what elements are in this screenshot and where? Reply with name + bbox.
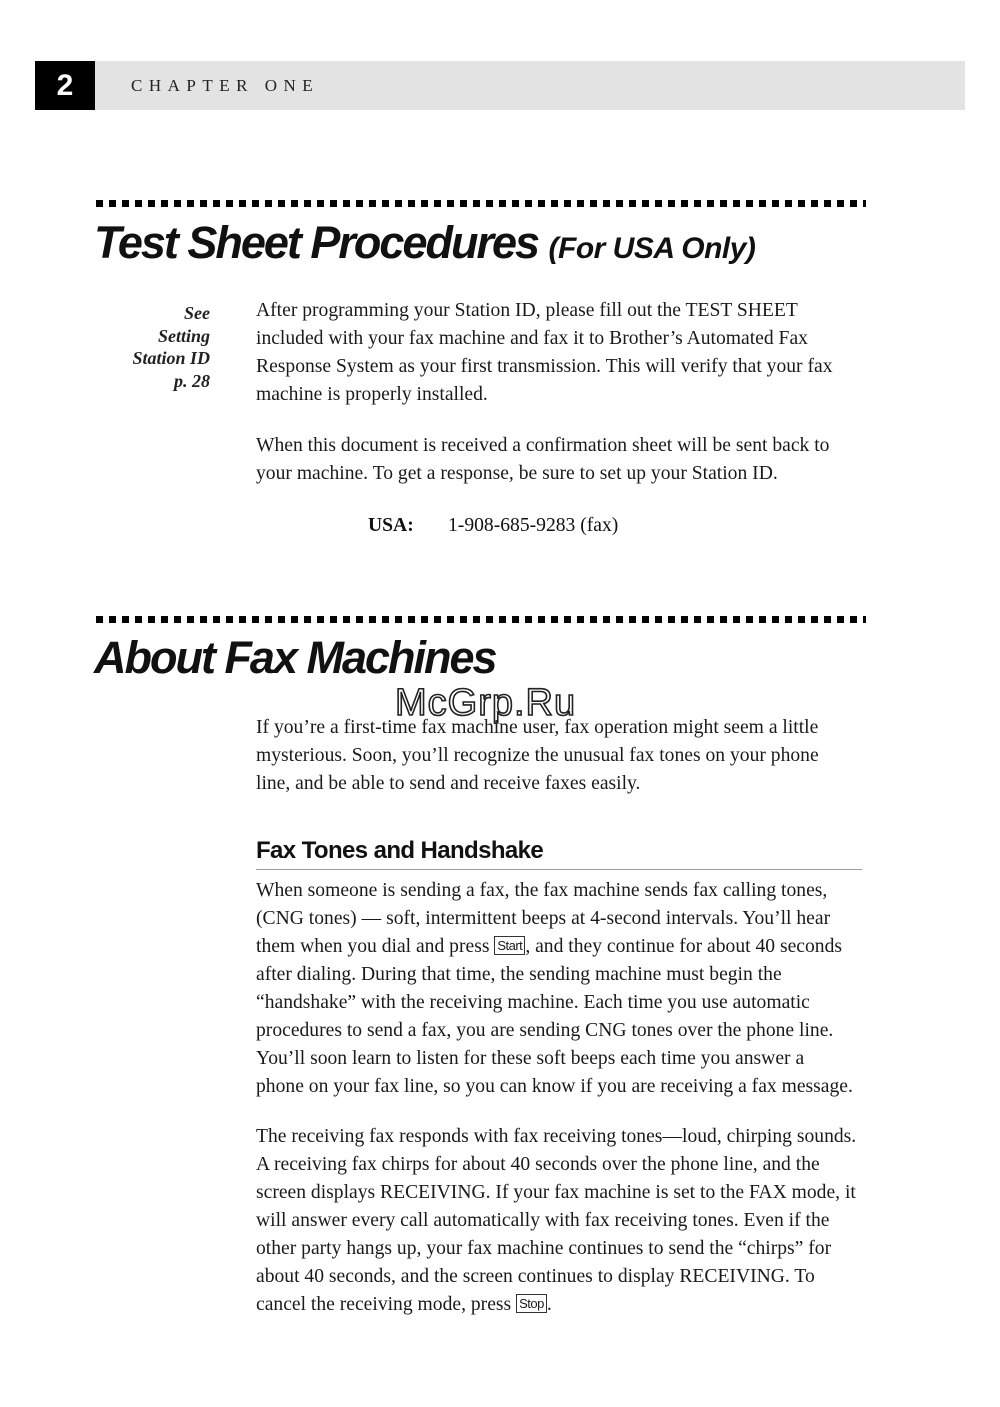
text-line: phone on your fax line, so you can know if you are receiving a fax message. — [256, 1076, 853, 1097]
text-line — [256, 933, 866, 961]
text-line: other party hangs up, your fax machine continues to send the “chirps” for — [256, 1238, 832, 1259]
text-line: “handshake” with the receiving machine. Each time you use automatic — [256, 992, 810, 1013]
text-line: machine is properly installed. — [256, 384, 488, 405]
section-title-test-sheet — [94, 218, 755, 274]
confirmation-paragraph — [256, 432, 866, 488]
text-line: included with your fax machine and fax it to Brother’s Automated Fax — [256, 328, 808, 349]
receiving-paragraph — [256, 1123, 866, 1319]
text-line: You’ll soon learn to listen for these soft beeps each time you answer a — [256, 1048, 805, 1069]
text-segment: cancel the receiving mode, press — [256, 1294, 517, 1315]
text-line: Response System as your first transmission. This will verify that your fax — [256, 356, 833, 377]
test-sheet-paragraph — [256, 297, 866, 409]
stop-key-icon: Stop — [516, 1294, 547, 1313]
text-segment: , and they continue for about 40 seconds — [525, 936, 842, 957]
text-line: mysterious. Soon, you’ll recognize the unusual fax tones on your phone — [256, 745, 819, 766]
text-segment: them when you dial and press — [256, 936, 495, 957]
text-line: If you’re a first-time fax machine user, fax operation might seem a little — [256, 717, 819, 738]
margin-note-line: Station ID — [132, 348, 210, 368]
text-line: after dialing. During that time, the sending machine must begin the — [256, 964, 782, 985]
text-line: (CNG tones) — soft, intermittent beeps at 4-second intervals. You’ll hear — [256, 908, 831, 929]
contact-fax-number: 1-908-685-9283 (fax) — [448, 515, 619, 536]
section-divider-dotted — [96, 200, 866, 207]
watermark: McGrp.Ru — [395, 682, 577, 724]
text-line: A receiving fax chirps for about 40 seconds over the phone line, and the — [256, 1154, 820, 1175]
text-segment: . — [546, 1294, 552, 1315]
fax-tones-paragraph — [256, 877, 866, 1101]
fax-contact-line — [368, 512, 618, 540]
text-line: will answer every call automatically with fax receiving tones. Even if the — [256, 1210, 830, 1231]
text-line: line, and be able to send and receive faxes easily. — [256, 773, 641, 794]
start-key-icon: Start — [494, 936, 525, 955]
chapter-label: CHAPTER ONE — [131, 76, 320, 95]
margin-note-line: Setting — [157, 325, 210, 346]
page-number: 2 — [35, 61, 95, 110]
subheading-fax-tones: Fax Tones and Handshake — [256, 836, 862, 870]
text-line: The receiving fax responds with fax receiving tones—loud, chirping sounds. — [256, 1126, 857, 1147]
margin-note-line: See — [184, 303, 210, 323]
text-line: When someone is sending a fax, the fax machine sends fax calling tones, — [256, 880, 828, 901]
section-divider-dotted — [96, 616, 866, 623]
text-line: When this document is received a confirmation sheet will be sent back to — [256, 435, 830, 456]
contact-label: USA: — [368, 515, 414, 536]
section-title-text: Test Sheet Procedures — [94, 217, 539, 268]
text-line: screen displays RECEIVING. If your fax machine is set to the FAX mode, it — [256, 1182, 856, 1203]
intro-paragraph — [256, 714, 866, 798]
text-line: your machine. To get a response, be sure to set up your Station ID. — [256, 463, 778, 484]
section-subtitle: (For USA Only) — [548, 232, 756, 265]
margin-note — [110, 302, 210, 392]
text-line: After programming your Station ID, please fill out the TEST SHEET — [256, 300, 798, 321]
text-line: about 40 seconds, and the screen continues to display RECEIVING. To — [256, 1266, 815, 1287]
margin-note-line: p. 28 — [174, 370, 210, 391]
text-line — [256, 1291, 866, 1319]
section-title-about-fax: About Fax Machines — [94, 632, 496, 683]
text-line: procedures to send a fax, you are sending CNG tones over the phone line. — [256, 1020, 834, 1041]
